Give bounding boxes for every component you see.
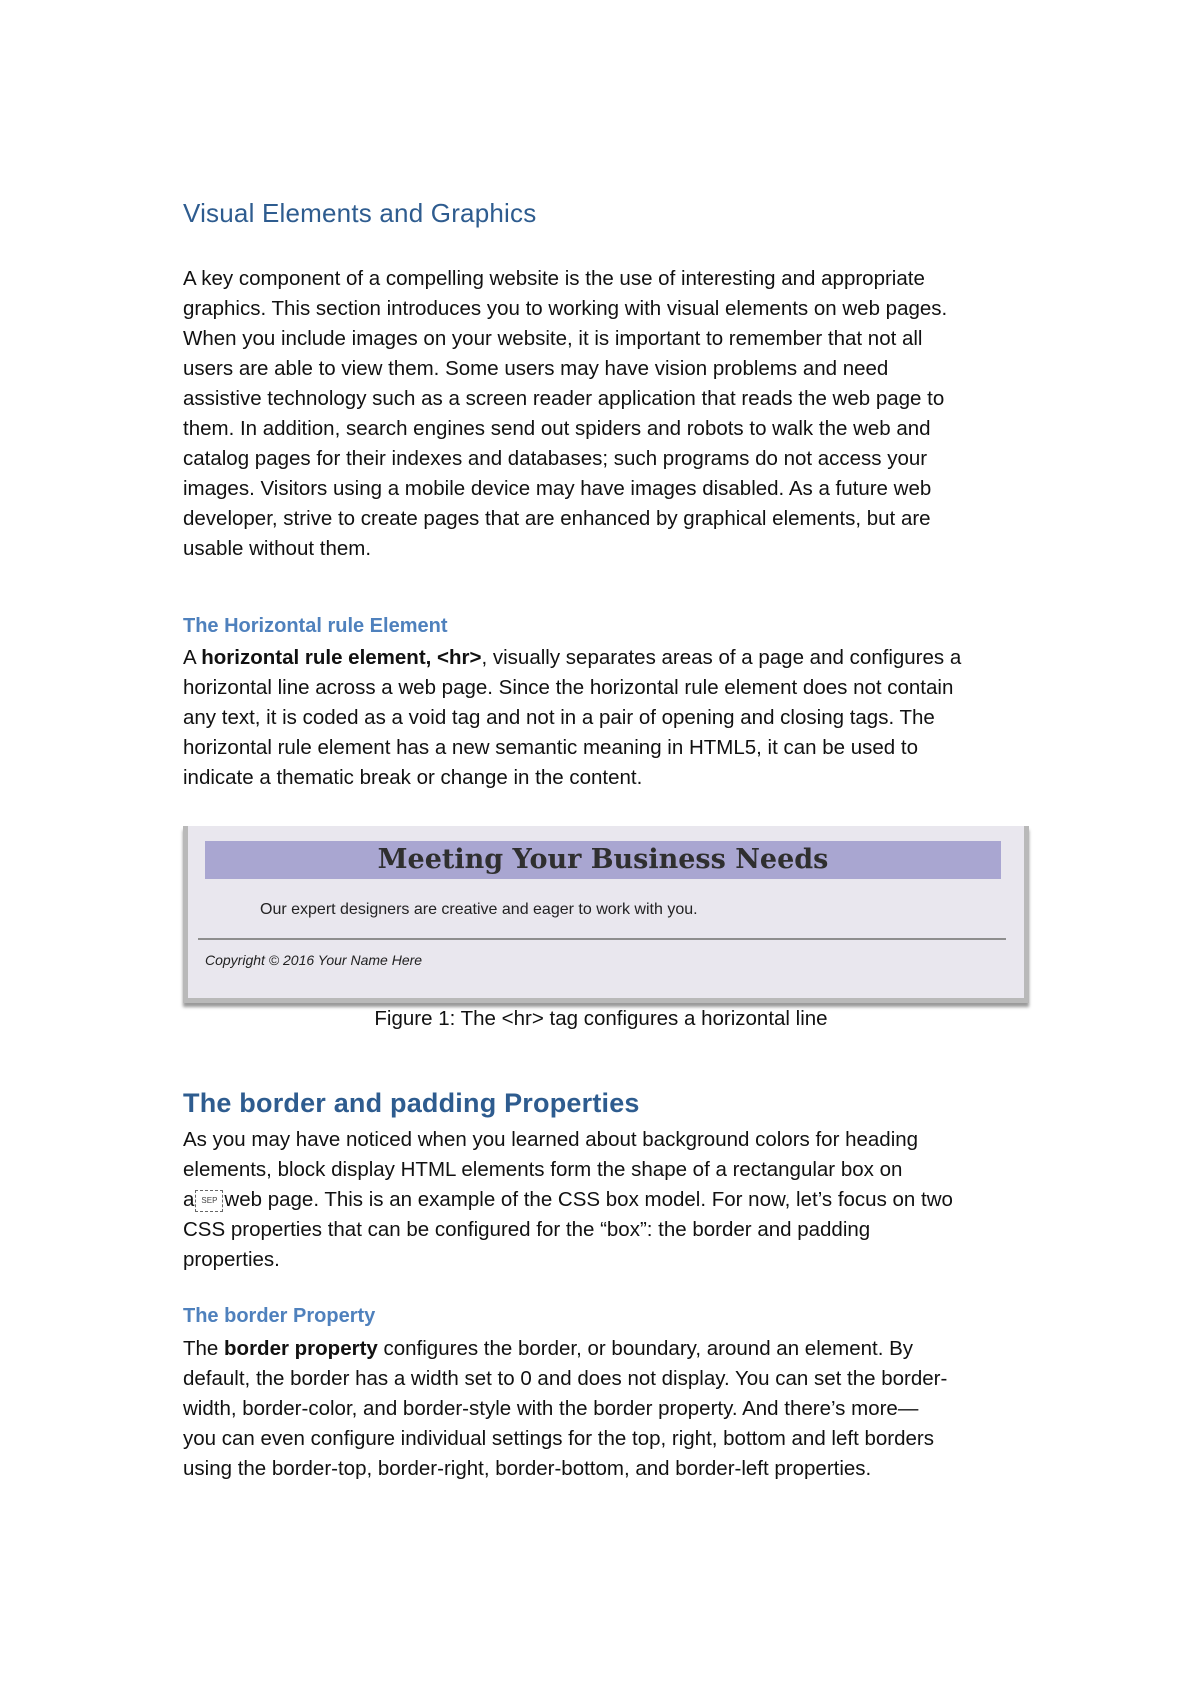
text-line: elements, block display HTML elements form the shape of a rectangular box on (183, 1158, 903, 1181)
text-line: you can even configure individual settings for the top, right, bottom and left borders (183, 1427, 934, 1450)
text-line: CSS properties that can be configured for the “box”: the border and padding (183, 1218, 871, 1241)
text-line: indicate a thematic break or change in the content. (183, 766, 643, 789)
text-line: assistive technology such as a screen reader application that reads the web page to (183, 387, 945, 410)
text-line: images. Visitors using a mobile device may have images disabled. As a future web (183, 477, 932, 500)
paragraph-border-padding (183, 1125, 1033, 1275)
text-line: default, the border has a width set to 0 and does not display. You can set the border- (183, 1367, 948, 1390)
text-line: When you include images on your website, it is important to remember that not all (183, 327, 923, 350)
figure-caption: Figure 1: The <hr> tag configures a horizontal line (374, 1007, 828, 1030)
text-line: As you may have noticed when you learned about background colors for heading (183, 1128, 919, 1151)
text-line: catalog pages for their indexes and databases; such programs do not access your (183, 447, 928, 470)
text-fragment: The (183, 1337, 225, 1360)
text-line (183, 1334, 1033, 1364)
paragraph-horizontal-rule (183, 643, 1033, 793)
paragraph-border-property (183, 1334, 1033, 1484)
text-line (183, 643, 1033, 673)
figure-hr-example (183, 826, 1029, 1003)
text-line: them. In addition, search engines send out spiders and robots to walk the web and (183, 417, 931, 440)
heading-horizontal-rule: The Horizontal rule Element (183, 615, 448, 637)
bold-term: border property (224, 1337, 378, 1360)
text-line: properties. (183, 1248, 280, 1271)
paragraph-intro (183, 264, 1033, 564)
text-line (183, 1185, 1033, 1215)
figure-body-text: Our expert designers are creative and eager to work with you. (260, 901, 698, 918)
text-fragment: a (183, 1188, 195, 1211)
text-line: usable without them. (183, 537, 372, 560)
bold-term: horizontal rule element, <hr> (201, 646, 482, 669)
figure-banner-heading: Meeting Your Business Needs (205, 841, 1001, 879)
text-fragment: configures the border, or boundary, around an element. By (377, 1337, 914, 1360)
text-line: graphics. This section introduces you to working with visual elements on web pages. (183, 297, 948, 320)
text-line: using the border-top, border-right, border-bottom, and border-left properties. (183, 1457, 872, 1480)
heading-border-property: The border Property (183, 1305, 376, 1327)
heading-border-padding: The border and padding Properties (183, 1088, 640, 1118)
text-fragment: web page. This is an example of the CSS box model. For now, let’s focus on two (224, 1188, 953, 1211)
text-line: users are able to view them. Some users may have vision problems and need (183, 357, 889, 380)
figure-horizontal-rule (198, 938, 1006, 940)
text-line: any text, it is coded as a void tag and not in a pair of opening and closing tags. The (183, 706, 935, 729)
text-fragment: , visually separates areas of a page and configures a (481, 646, 962, 669)
text-line: horizontal rule element has a new semantic meaning in HTML5, it can be used to (183, 736, 918, 759)
separator-glyph-icon: SEP (195, 1190, 223, 1212)
text-line: developer, strive to create pages that are enhanced by graphical elements, but are (183, 507, 931, 530)
heading-visual-elements: Visual Elements and Graphics (183, 198, 537, 228)
figure-copyright: Copyright © 2016 Your Name Here (205, 952, 423, 968)
text-fragment: A (183, 646, 202, 669)
text-line: horizontal line across a web page. Since the horizontal rule element does not contain (183, 676, 954, 699)
text-line: A key component of a compelling website is the use of interesting and appropriate (183, 267, 925, 290)
text-line: width, border-color, and border-style with the border property. And there’s more— (183, 1397, 919, 1420)
